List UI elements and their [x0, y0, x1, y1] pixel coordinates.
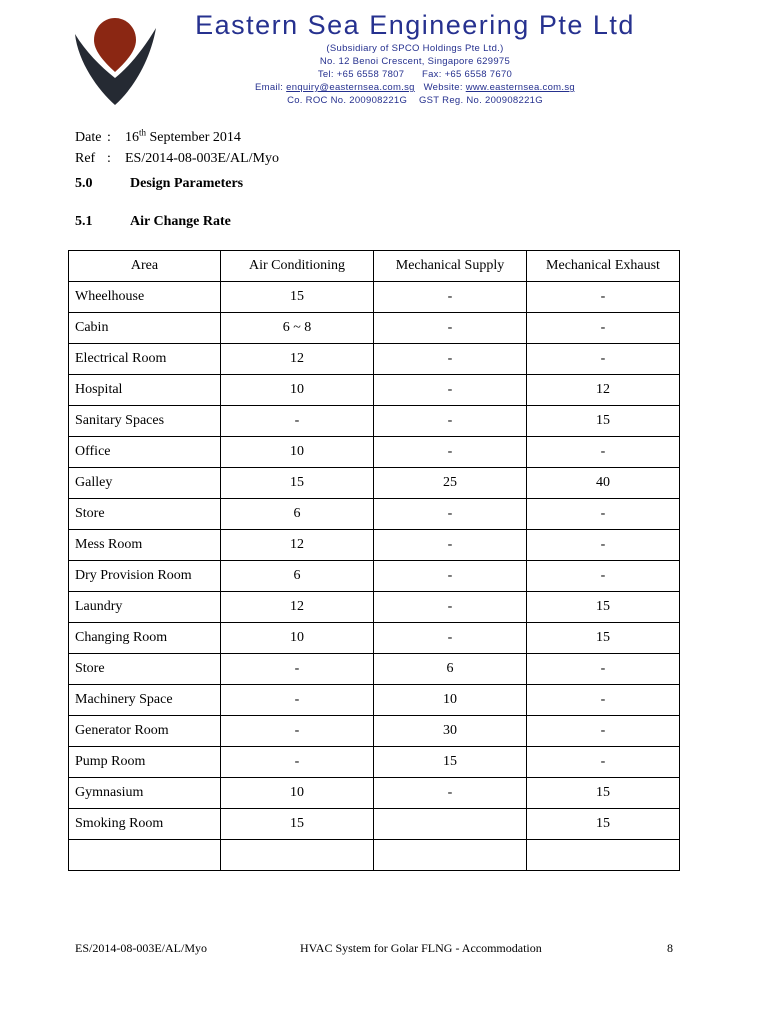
- cell-air-conditioning: 10: [221, 375, 374, 406]
- cell-mechanical-exhaust: 40: [527, 468, 680, 499]
- footer-ref: ES/2014-08-003E/AL/Myo: [75, 941, 207, 955]
- cell-area: Cabin: [69, 313, 221, 344]
- cell-air-conditioning: 15: [221, 468, 374, 499]
- company-logo: [72, 14, 158, 106]
- cell-area: Store: [69, 654, 221, 685]
- cell-mechanical-exhaust: -: [527, 561, 680, 592]
- cell-mechanical-exhaust: [527, 840, 680, 871]
- cell-air-conditioning: -: [221, 406, 374, 437]
- cell-mechanical-supply: -: [374, 282, 527, 313]
- ref-label: Ref: [75, 151, 96, 166]
- email-label: Email:: [255, 82, 287, 93]
- date-label: Date: [75, 129, 102, 145]
- cell-mechanical-supply: -: [374, 623, 527, 654]
- cell-mechanical-exhaust: -: [527, 747, 680, 778]
- cell-mechanical-supply: -: [374, 406, 527, 437]
- section-heading-air-change-rate: [75, 214, 231, 230]
- cell-area: Laundry: [69, 592, 221, 623]
- cell-air-conditioning: -: [221, 685, 374, 716]
- cell-mechanical-supply: 6: [374, 654, 527, 685]
- cell-mechanical-supply: 15: [374, 747, 527, 778]
- cell-air-conditioning: 6 ~ 8: [221, 313, 374, 344]
- cell-mechanical-supply: -: [374, 437, 527, 468]
- table-row: [69, 623, 680, 654]
- cell-mechanical-exhaust: -: [527, 437, 680, 468]
- email-link[interactable]: enquiry@easternsea.com.sg: [286, 82, 415, 93]
- section-number: 5.0: [75, 176, 93, 191]
- date-line: [75, 127, 241, 146]
- table-row: [69, 747, 680, 778]
- footer-title: HVAC System for Golar FLNG - Accommodation: [300, 941, 542, 955]
- cell-area: [69, 840, 221, 871]
- cell-area: Galley: [69, 468, 221, 499]
- date-value: [125, 127, 241, 145]
- cell-area: Wheelhouse: [69, 282, 221, 313]
- cell-mechanical-exhaust: -: [527, 716, 680, 747]
- cell-mechanical-supply: -: [374, 561, 527, 592]
- table-row: [69, 313, 680, 344]
- cell-area: Office: [69, 437, 221, 468]
- cell-air-conditioning: 15: [221, 809, 374, 840]
- cell-mechanical-supply: 25: [374, 468, 527, 499]
- cell-mechanical-exhaust: 15: [527, 592, 680, 623]
- table-row: [69, 716, 680, 747]
- company-tel-fax: Tel: +65 6558 7807 Fax: +65 6558 7670: [317, 69, 513, 80]
- cell-mechanical-supply: -: [374, 313, 527, 344]
- date-day: 16: [125, 129, 139, 145]
- company-registration: Co. ROC No. 200908221G GST Reg. No. 200908221G: [287, 95, 543, 106]
- cell-mechanical-supply: -: [374, 530, 527, 561]
- table-row: [69, 282, 680, 313]
- cell-mechanical-supply: [374, 840, 527, 871]
- cell-area: Changing Room: [69, 623, 221, 654]
- date-suffix: th: [139, 127, 147, 137]
- cell-air-conditioning: -: [221, 654, 374, 685]
- header-mechanical-supply: Mechanical Supply: [374, 251, 527, 282]
- table-row: [69, 840, 680, 871]
- cell-area: Smoking Room: [69, 809, 221, 840]
- company-name: Eastern Sea Engineering Pte Ltd: [195, 10, 635, 40]
- cell-air-conditioning: 10: [221, 437, 374, 468]
- table-row: [69, 375, 680, 406]
- cell-mechanical-exhaust: -: [527, 344, 680, 375]
- air-change-rate-table: [68, 250, 680, 871]
- cell-air-conditioning: [221, 840, 374, 871]
- table-row: [69, 561, 680, 592]
- cell-mechanical-supply: 10: [374, 685, 527, 716]
- company-header: [160, 8, 670, 107]
- cell-area: Mess Room: [69, 530, 221, 561]
- cell-area: Pump Room: [69, 747, 221, 778]
- cell-mechanical-supply: -: [374, 499, 527, 530]
- table-row: [69, 468, 680, 499]
- table-row: [69, 437, 680, 468]
- cell-air-conditioning: 12: [221, 592, 374, 623]
- date-separator: :: [107, 129, 111, 145]
- cell-mechanical-supply: [374, 809, 527, 840]
- footer-page-number: 8: [667, 941, 673, 955]
- cell-air-conditioning: 10: [221, 778, 374, 809]
- section-title: Air Change Rate: [130, 214, 231, 229]
- company-contact: [160, 81, 670, 94]
- table-row: [69, 530, 680, 561]
- cell-mechanical-supply: -: [374, 592, 527, 623]
- cell-air-conditioning: 12: [221, 344, 374, 375]
- cell-mechanical-exhaust: 15: [527, 778, 680, 809]
- cell-mechanical-exhaust: -: [527, 499, 680, 530]
- cell-mechanical-exhaust: 12: [527, 375, 680, 406]
- table-row: [69, 344, 680, 375]
- ref-line: [75, 151, 279, 167]
- cell-mechanical-exhaust: 15: [527, 623, 680, 654]
- cell-air-conditioning: 10: [221, 623, 374, 654]
- cell-area: Gymnasium: [69, 778, 221, 809]
- cell-mechanical-supply: -: [374, 778, 527, 809]
- ref-separator: :: [107, 151, 111, 166]
- table-row: [69, 778, 680, 809]
- table-row: [69, 499, 680, 530]
- cell-air-conditioning: 6: [221, 561, 374, 592]
- cell-mechanical-exhaust: -: [527, 685, 680, 716]
- ref-value: ES/2014-08-003E/AL/Myo: [125, 151, 279, 166]
- website-label: Website:: [414, 82, 466, 93]
- cell-air-conditioning: -: [221, 716, 374, 747]
- date-rest: September 2014: [146, 129, 241, 145]
- cell-air-conditioning: 6: [221, 499, 374, 530]
- logo-drop-shape: [94, 18, 136, 72]
- table-row: [69, 809, 680, 840]
- cell-mechanical-exhaust: 15: [527, 406, 680, 437]
- cell-air-conditioning: -: [221, 747, 374, 778]
- cell-mechanical-supply: 30: [374, 716, 527, 747]
- cell-mechanical-exhaust: -: [527, 282, 680, 313]
- cell-mechanical-exhaust: -: [527, 313, 680, 344]
- cell-area: Generator Room: [69, 716, 221, 747]
- cell-area: Hospital: [69, 375, 221, 406]
- cell-area: Dry Provision Room: [69, 561, 221, 592]
- cell-air-conditioning: 12: [221, 530, 374, 561]
- header-area: Area: [69, 251, 221, 282]
- table-row: [69, 685, 680, 716]
- cell-area: Sanitary Spaces: [69, 406, 221, 437]
- section-number: 5.1: [75, 214, 93, 229]
- cell-mechanical-exhaust: 15: [527, 809, 680, 840]
- table-row: [69, 654, 680, 685]
- cell-mechanical-exhaust: -: [527, 530, 680, 561]
- company-subsidiary: (Subsidiary of SPCO Holdings Pte Ltd.): [326, 43, 504, 54]
- website-link[interactable]: www.easternsea.com.sg: [465, 82, 575, 93]
- table-row: [69, 406, 680, 437]
- cell-mechanical-supply: -: [374, 375, 527, 406]
- cell-air-conditioning: 15: [221, 282, 374, 313]
- cell-area: Store: [69, 499, 221, 530]
- cell-mechanical-supply: -: [374, 344, 527, 375]
- cell-area: Machinery Space: [69, 685, 221, 716]
- header-air-conditioning: Air Conditioning: [221, 251, 374, 282]
- table-row: [69, 592, 680, 623]
- section-title: Design Parameters: [130, 176, 244, 191]
- cell-mechanical-exhaust: -: [527, 654, 680, 685]
- table-header-row: [69, 251, 680, 282]
- company-address: No. 12 Benoi Crescent, Singapore 629975: [319, 56, 511, 67]
- section-heading-design-parameters: [75, 176, 243, 192]
- header-mechanical-exhaust: Mechanical Exhaust: [527, 251, 680, 282]
- cell-area: Electrical Room: [69, 344, 221, 375]
